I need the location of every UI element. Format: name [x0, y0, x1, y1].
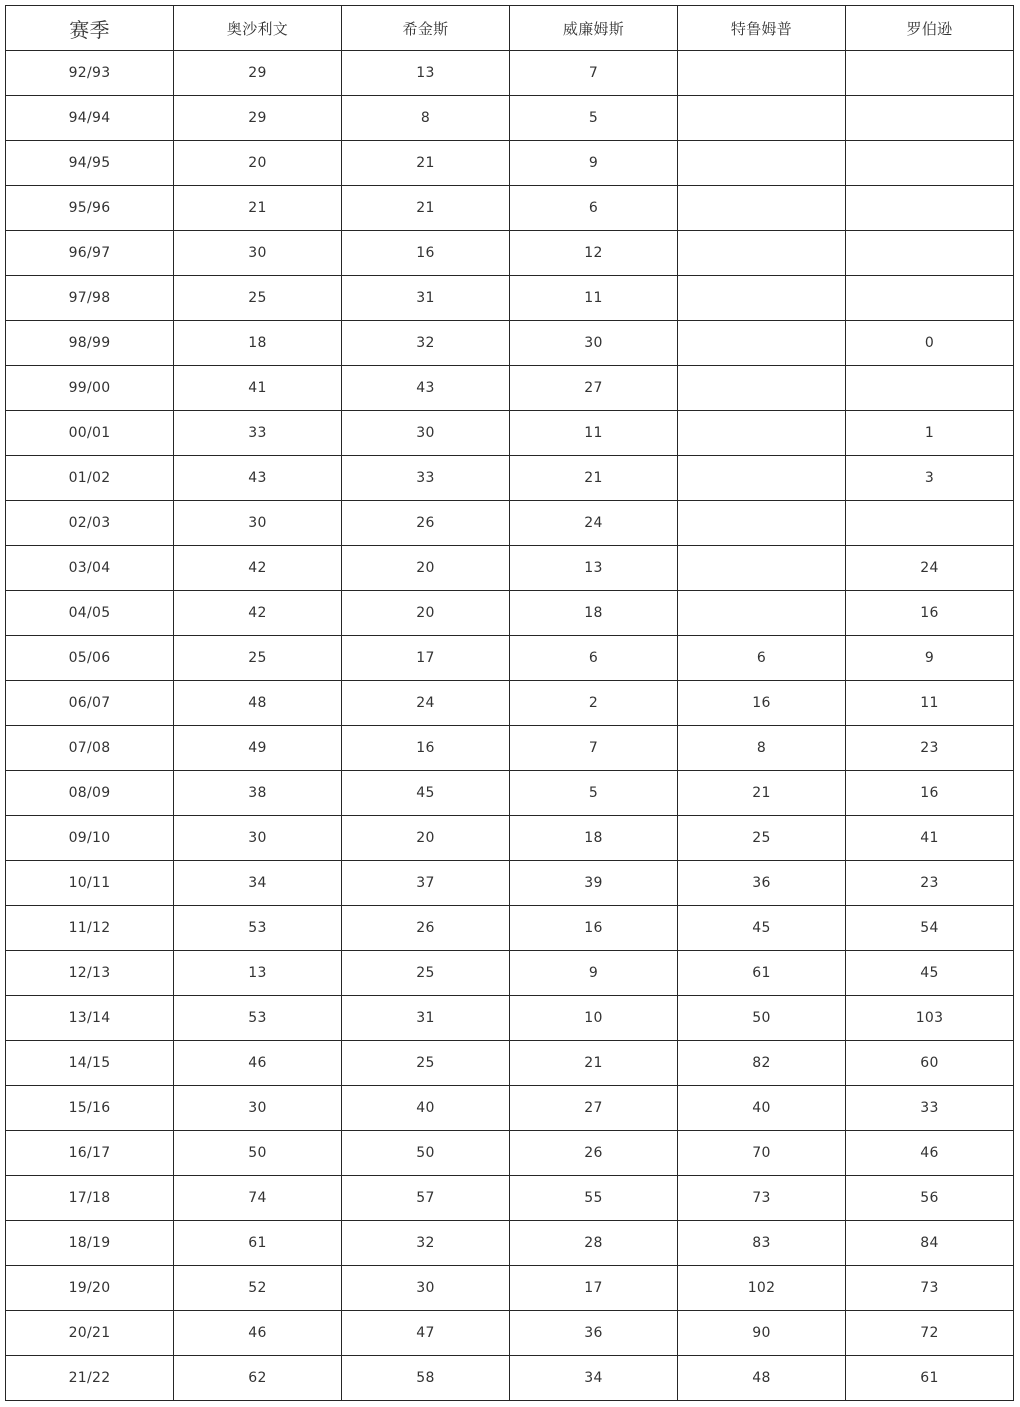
cell-williams: 18 — [510, 816, 678, 861]
cell-trump: 8 — [678, 726, 846, 771]
cell-season: 97/98 — [6, 276, 174, 321]
cell-robertson — [846, 96, 1014, 141]
cell-williams: 24 — [510, 501, 678, 546]
cell-robertson: 0 — [846, 321, 1014, 366]
cell-robertson: 54 — [846, 906, 1014, 951]
cell-higgins: 16 — [342, 231, 510, 276]
cell-trump: 6 — [678, 636, 846, 681]
cell-trump — [678, 456, 846, 501]
cell-season: 12/13 — [6, 951, 174, 996]
cell-higgins: 20 — [342, 591, 510, 636]
cell-higgins: 30 — [342, 1266, 510, 1311]
table-row — [6, 546, 1014, 591]
cell-robertson — [846, 51, 1014, 96]
table-body — [6, 51, 1014, 1401]
table-row — [6, 1356, 1014, 1401]
cell-williams: 26 — [510, 1131, 678, 1176]
cell-higgins: 40 — [342, 1086, 510, 1131]
table-row — [6, 501, 1014, 546]
cell-robertson: 23 — [846, 861, 1014, 906]
cell-higgins: 31 — [342, 276, 510, 321]
cell-robertson — [846, 276, 1014, 321]
cell-osullivan: 30 — [174, 231, 342, 276]
cell-williams: 9 — [510, 141, 678, 186]
cell-robertson: 103 — [846, 996, 1014, 1041]
cell-williams: 18 — [510, 591, 678, 636]
cell-trump — [678, 321, 846, 366]
table-row — [6, 1221, 1014, 1266]
cell-season: 11/12 — [6, 906, 174, 951]
cell-osullivan: 53 — [174, 906, 342, 951]
cell-higgins: 20 — [342, 816, 510, 861]
table-row — [6, 1086, 1014, 1131]
cell-season: 21/22 — [6, 1356, 174, 1401]
cell-osullivan: 29 — [174, 51, 342, 96]
cell-osullivan: 42 — [174, 546, 342, 591]
cell-higgins: 47 — [342, 1311, 510, 1356]
cell-williams: 7 — [510, 51, 678, 96]
cell-robertson: 72 — [846, 1311, 1014, 1356]
cell-season: 17/18 — [6, 1176, 174, 1221]
cell-higgins: 8 — [342, 96, 510, 141]
cell-williams: 6 — [510, 636, 678, 681]
cell-trump — [678, 96, 846, 141]
table-row — [6, 321, 1014, 366]
cell-higgins: 43 — [342, 366, 510, 411]
season-stats-table — [5, 5, 1014, 1401]
table-row — [6, 366, 1014, 411]
cell-osullivan: 25 — [174, 636, 342, 681]
cell-osullivan: 41 — [174, 366, 342, 411]
cell-williams: 21 — [510, 1041, 678, 1086]
cell-higgins: 13 — [342, 51, 510, 96]
cell-trump: 82 — [678, 1041, 846, 1086]
cell-season: 99/00 — [6, 366, 174, 411]
cell-williams: 11 — [510, 411, 678, 456]
cell-trump: 45 — [678, 906, 846, 951]
cell-higgins: 17 — [342, 636, 510, 681]
cell-higgins: 26 — [342, 501, 510, 546]
cell-trump: 90 — [678, 1311, 846, 1356]
table-row — [6, 996, 1014, 1041]
header-osullivan: 奥沙利文 — [174, 6, 342, 51]
cell-robertson: 33 — [846, 1086, 1014, 1131]
cell-trump: 48 — [678, 1356, 846, 1401]
cell-trump — [678, 51, 846, 96]
cell-robertson: 84 — [846, 1221, 1014, 1266]
cell-season: 94/95 — [6, 141, 174, 186]
cell-williams: 5 — [510, 96, 678, 141]
header-higgins: 希金斯 — [342, 6, 510, 51]
table-row — [6, 951, 1014, 996]
cell-robertson: 45 — [846, 951, 1014, 996]
cell-williams: 10 — [510, 996, 678, 1041]
cell-season: 19/20 — [6, 1266, 174, 1311]
cell-higgins: 21 — [342, 186, 510, 231]
cell-trump — [678, 231, 846, 276]
cell-robertson — [846, 501, 1014, 546]
cell-osullivan: 30 — [174, 1086, 342, 1131]
cell-season: 02/03 — [6, 501, 174, 546]
cell-robertson: 73 — [846, 1266, 1014, 1311]
table-row — [6, 681, 1014, 726]
cell-williams: 21 — [510, 456, 678, 501]
cell-williams: 6 — [510, 186, 678, 231]
cell-robertson: 1 — [846, 411, 1014, 456]
cell-williams: 13 — [510, 546, 678, 591]
cell-trump — [678, 411, 846, 456]
cell-higgins: 45 — [342, 771, 510, 816]
cell-robertson: 24 — [846, 546, 1014, 591]
cell-williams: 28 — [510, 1221, 678, 1266]
cell-williams: 9 — [510, 951, 678, 996]
cell-season: 94/94 — [6, 96, 174, 141]
cell-trump: 50 — [678, 996, 846, 1041]
cell-osullivan: 46 — [174, 1311, 342, 1356]
cell-season: 96/97 — [6, 231, 174, 276]
cell-season: 05/06 — [6, 636, 174, 681]
cell-higgins: 25 — [342, 951, 510, 996]
table-row — [6, 1266, 1014, 1311]
header-robertson: 罗伯逊 — [846, 6, 1014, 51]
cell-osullivan: 38 — [174, 771, 342, 816]
cell-trump: 16 — [678, 681, 846, 726]
cell-trump — [678, 276, 846, 321]
cell-trump — [678, 501, 846, 546]
cell-season: 13/14 — [6, 996, 174, 1041]
cell-season: 01/02 — [6, 456, 174, 501]
cell-williams: 27 — [510, 1086, 678, 1131]
cell-higgins: 30 — [342, 411, 510, 456]
header-williams: 威廉姆斯 — [510, 6, 678, 51]
cell-williams: 11 — [510, 276, 678, 321]
table-row — [6, 771, 1014, 816]
cell-williams: 17 — [510, 1266, 678, 1311]
cell-trump: 83 — [678, 1221, 846, 1266]
cell-season: 16/17 — [6, 1131, 174, 1176]
table-header — [6, 6, 1014, 51]
cell-season: 20/21 — [6, 1311, 174, 1356]
table-row — [6, 1131, 1014, 1176]
table-row — [6, 726, 1014, 771]
cell-osullivan: 30 — [174, 501, 342, 546]
cell-season: 04/05 — [6, 591, 174, 636]
cell-williams: 12 — [510, 231, 678, 276]
cell-robertson: 56 — [846, 1176, 1014, 1221]
cell-higgins: 26 — [342, 906, 510, 951]
cell-trump — [678, 591, 846, 636]
cell-osullivan: 61 — [174, 1221, 342, 1266]
cell-osullivan: 48 — [174, 681, 342, 726]
cell-season: 14/15 — [6, 1041, 174, 1086]
table-row — [6, 456, 1014, 501]
cell-trump — [678, 186, 846, 231]
cell-higgins: 37 — [342, 861, 510, 906]
cell-higgins: 16 — [342, 726, 510, 771]
cell-trump: 73 — [678, 1176, 846, 1221]
cell-season: 15/16 — [6, 1086, 174, 1131]
cell-season: 98/99 — [6, 321, 174, 366]
cell-osullivan: 53 — [174, 996, 342, 1041]
cell-williams: 27 — [510, 366, 678, 411]
cell-osullivan: 50 — [174, 1131, 342, 1176]
header-season: 赛季 — [6, 6, 174, 51]
cell-robertson: 11 — [846, 681, 1014, 726]
cell-higgins: 20 — [342, 546, 510, 591]
cell-robertson — [846, 231, 1014, 276]
cell-williams: 5 — [510, 771, 678, 816]
cell-higgins: 33 — [342, 456, 510, 501]
cell-robertson — [846, 186, 1014, 231]
cell-trump: 102 — [678, 1266, 846, 1311]
cell-season: 07/08 — [6, 726, 174, 771]
cell-season: 03/04 — [6, 546, 174, 591]
table-row — [6, 861, 1014, 906]
table-row — [6, 1311, 1014, 1356]
cell-robertson: 16 — [846, 591, 1014, 636]
cell-osullivan: 25 — [174, 276, 342, 321]
cell-higgins: 58 — [342, 1356, 510, 1401]
cell-trump: 40 — [678, 1086, 846, 1131]
cell-robertson: 9 — [846, 636, 1014, 681]
cell-higgins: 21 — [342, 141, 510, 186]
table-row — [6, 231, 1014, 276]
cell-williams: 36 — [510, 1311, 678, 1356]
cell-osullivan: 18 — [174, 321, 342, 366]
table-row — [6, 816, 1014, 861]
cell-osullivan: 29 — [174, 96, 342, 141]
cell-osullivan: 49 — [174, 726, 342, 771]
cell-robertson — [846, 141, 1014, 186]
cell-williams: 39 — [510, 861, 678, 906]
cell-robertson: 23 — [846, 726, 1014, 771]
table-row — [6, 906, 1014, 951]
cell-higgins: 57 — [342, 1176, 510, 1221]
cell-williams: 34 — [510, 1356, 678, 1401]
cell-osullivan: 52 — [174, 1266, 342, 1311]
cell-season: 92/93 — [6, 51, 174, 96]
cell-robertson: 41 — [846, 816, 1014, 861]
cell-higgins: 25 — [342, 1041, 510, 1086]
cell-trump: 21 — [678, 771, 846, 816]
cell-williams: 16 — [510, 906, 678, 951]
table-row — [6, 591, 1014, 636]
cell-osullivan: 46 — [174, 1041, 342, 1086]
cell-trump: 36 — [678, 861, 846, 906]
cell-season: 09/10 — [6, 816, 174, 861]
cell-trump: 70 — [678, 1131, 846, 1176]
table-row — [6, 141, 1014, 186]
table-row — [6, 96, 1014, 141]
cell-season: 08/09 — [6, 771, 174, 816]
cell-season: 95/96 — [6, 186, 174, 231]
cell-robertson: 61 — [846, 1356, 1014, 1401]
cell-higgins: 31 — [342, 996, 510, 1041]
cell-osullivan: 33 — [174, 411, 342, 456]
header-row — [6, 6, 1014, 51]
cell-williams: 55 — [510, 1176, 678, 1221]
cell-williams: 30 — [510, 321, 678, 366]
cell-robertson: 60 — [846, 1041, 1014, 1086]
cell-trump: 61 — [678, 951, 846, 996]
cell-osullivan: 42 — [174, 591, 342, 636]
cell-season: 18/19 — [6, 1221, 174, 1266]
cell-trump — [678, 141, 846, 186]
table-row — [6, 276, 1014, 321]
table-row — [6, 51, 1014, 96]
table-row — [6, 636, 1014, 681]
cell-trump — [678, 366, 846, 411]
cell-osullivan: 13 — [174, 951, 342, 996]
table-row — [6, 1041, 1014, 1086]
header-trump: 特鲁姆普 — [678, 6, 846, 51]
cell-trump — [678, 546, 846, 591]
cell-robertson: 3 — [846, 456, 1014, 501]
cell-season: 06/07 — [6, 681, 174, 726]
cell-robertson — [846, 366, 1014, 411]
cell-osullivan: 74 — [174, 1176, 342, 1221]
table-row — [6, 1176, 1014, 1221]
cell-season: 10/11 — [6, 861, 174, 906]
cell-osullivan: 21 — [174, 186, 342, 231]
cell-higgins: 32 — [342, 321, 510, 366]
cell-season: 00/01 — [6, 411, 174, 456]
cell-osullivan: 43 — [174, 456, 342, 501]
cell-williams: 2 — [510, 681, 678, 726]
cell-williams: 7 — [510, 726, 678, 771]
cell-higgins: 32 — [342, 1221, 510, 1266]
table-row — [6, 411, 1014, 456]
cell-osullivan: 34 — [174, 861, 342, 906]
cell-osullivan: 20 — [174, 141, 342, 186]
table-row — [6, 186, 1014, 231]
cell-osullivan: 62 — [174, 1356, 342, 1401]
cell-trump: 25 — [678, 816, 846, 861]
cell-osullivan: 30 — [174, 816, 342, 861]
cell-higgins: 24 — [342, 681, 510, 726]
cell-robertson: 46 — [846, 1131, 1014, 1176]
cell-higgins: 50 — [342, 1131, 510, 1176]
cell-robertson: 16 — [846, 771, 1014, 816]
